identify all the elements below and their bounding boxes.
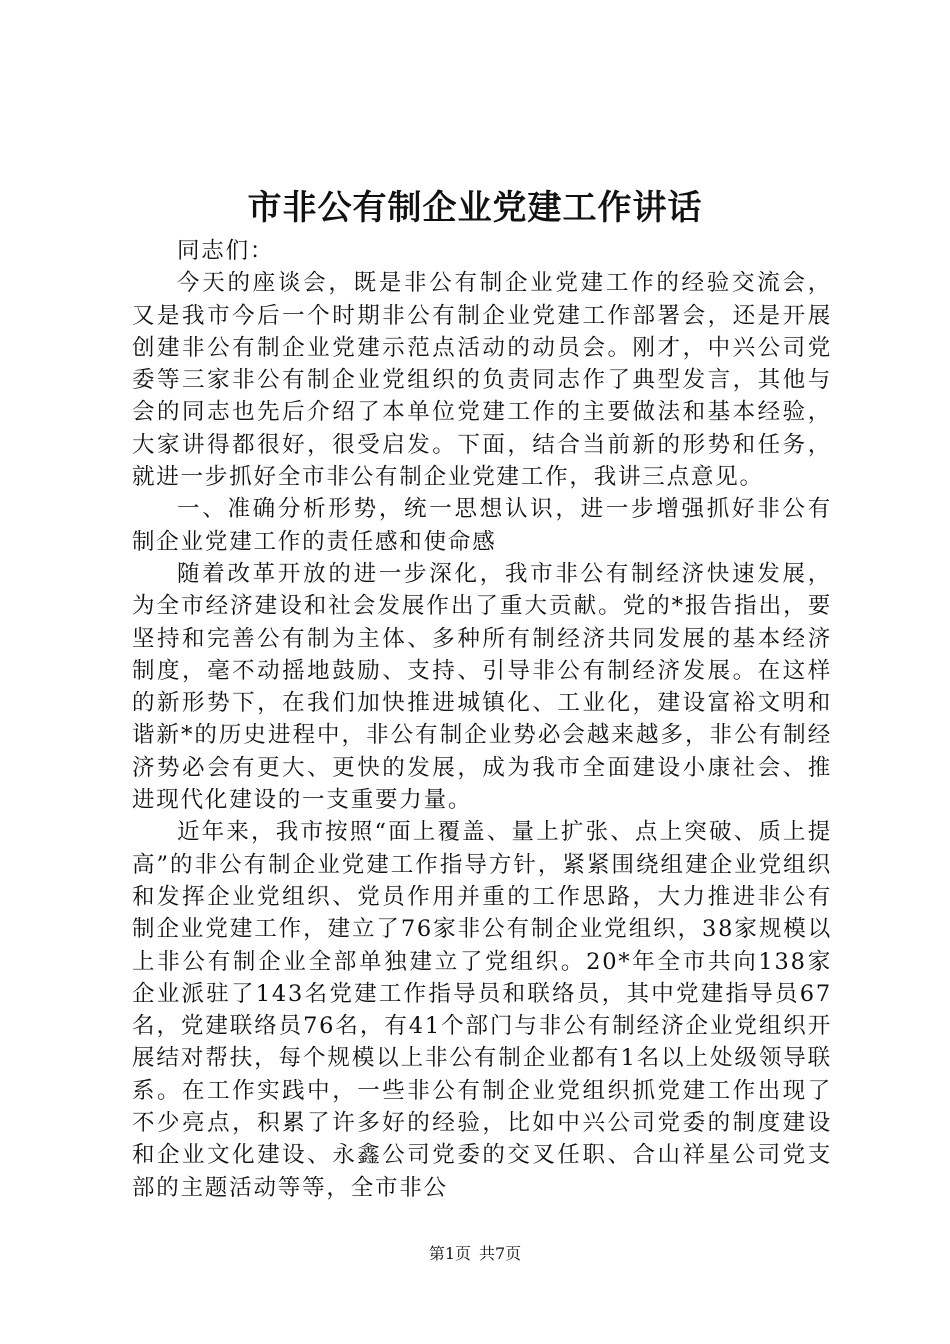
page-number: 第1页	[428, 1244, 471, 1263]
opening-paragraph: 今天的座谈会，既是非公有制企业党建工作的经验交流会，又是我市今后一个时期非公有制企业党建工作部署会，还是开展创建非公有制企业党建示范点活动的动员会。刚才，中兴公司党委等三家非公有制企业党组织的负责同志作了典型发言，其他与会的同志也先后介绍了本单位党建工作的主要做法和基本经验，大家讲得都很好，很受启发。下面，结合当前新的形势和任务，就进一步抓好全市非公有制企业党建工作，我讲三点意见。	[132, 270, 832, 491]
salutation-paragraph: 同志们：	[177, 238, 275, 264]
page-footer	[0, 1243, 950, 1265]
body-paragraph: 近年来，我市按照“面上覆盖、量上扩张、点上突破、质上提高”的非公有制企业党建工作指导方针，紧紧围绕组建企业党组织和发挥企业党组织、党员作用并重的工作思路，大力推进非公有制企业党建工作，建立了76家非公有制企业党组织，38家规模以上非公有制企业全部单独建立了党组织。20*年全市共向138家企业派驻了143名党建工作指导员和联络员，其中党建指导员67名，党建联络员76名，有41个部门与非公有制经济企业党组织开展结对帮扶，每个规模以上非公有制企业都有1名以上处级领导联系。在工作实践中，一些非公有制企业党组织抓党建工作出现了不少亮点，积累了许多好的经验，比如中兴公司党委的制度建设和企业文化建设、永鑫公司党委的交叉任职、合山祥星公司党支部的主题活动等等，全市非公	[132, 819, 832, 1201]
section-heading-one: 一、准确分析形势，统一思想认识，进一步增强抓好非公有制企业党建工作的责任感和使命感	[132, 496, 832, 555]
document-title: 市非公有制企业党建工作讲话	[247, 188, 703, 228]
document-body	[132, 235, 832, 1204]
page-total: 共7页	[479, 1244, 522, 1263]
body-paragraph: 随着改革开放的进一步深化，我市非公有制经济快速发展，为全市经济建设和社会发展作出了重大贡献。党的*报告指出，要坚持和完善公有制为主体、多种所有制经济共同发展的基本经济制度，毫不动摇地鼓励、支持、引导非公有制经济发展。在这样的新形势下，在我们加快推进城镇化、工业化，建设富裕文明和谐新*的历史进程中，非公有制企业势必会越来越多，非公有制经济势必会有更大、更快的发展，成为我市全面建设小康社会、推进现代化建设的一支重要力量。	[132, 560, 832, 814]
